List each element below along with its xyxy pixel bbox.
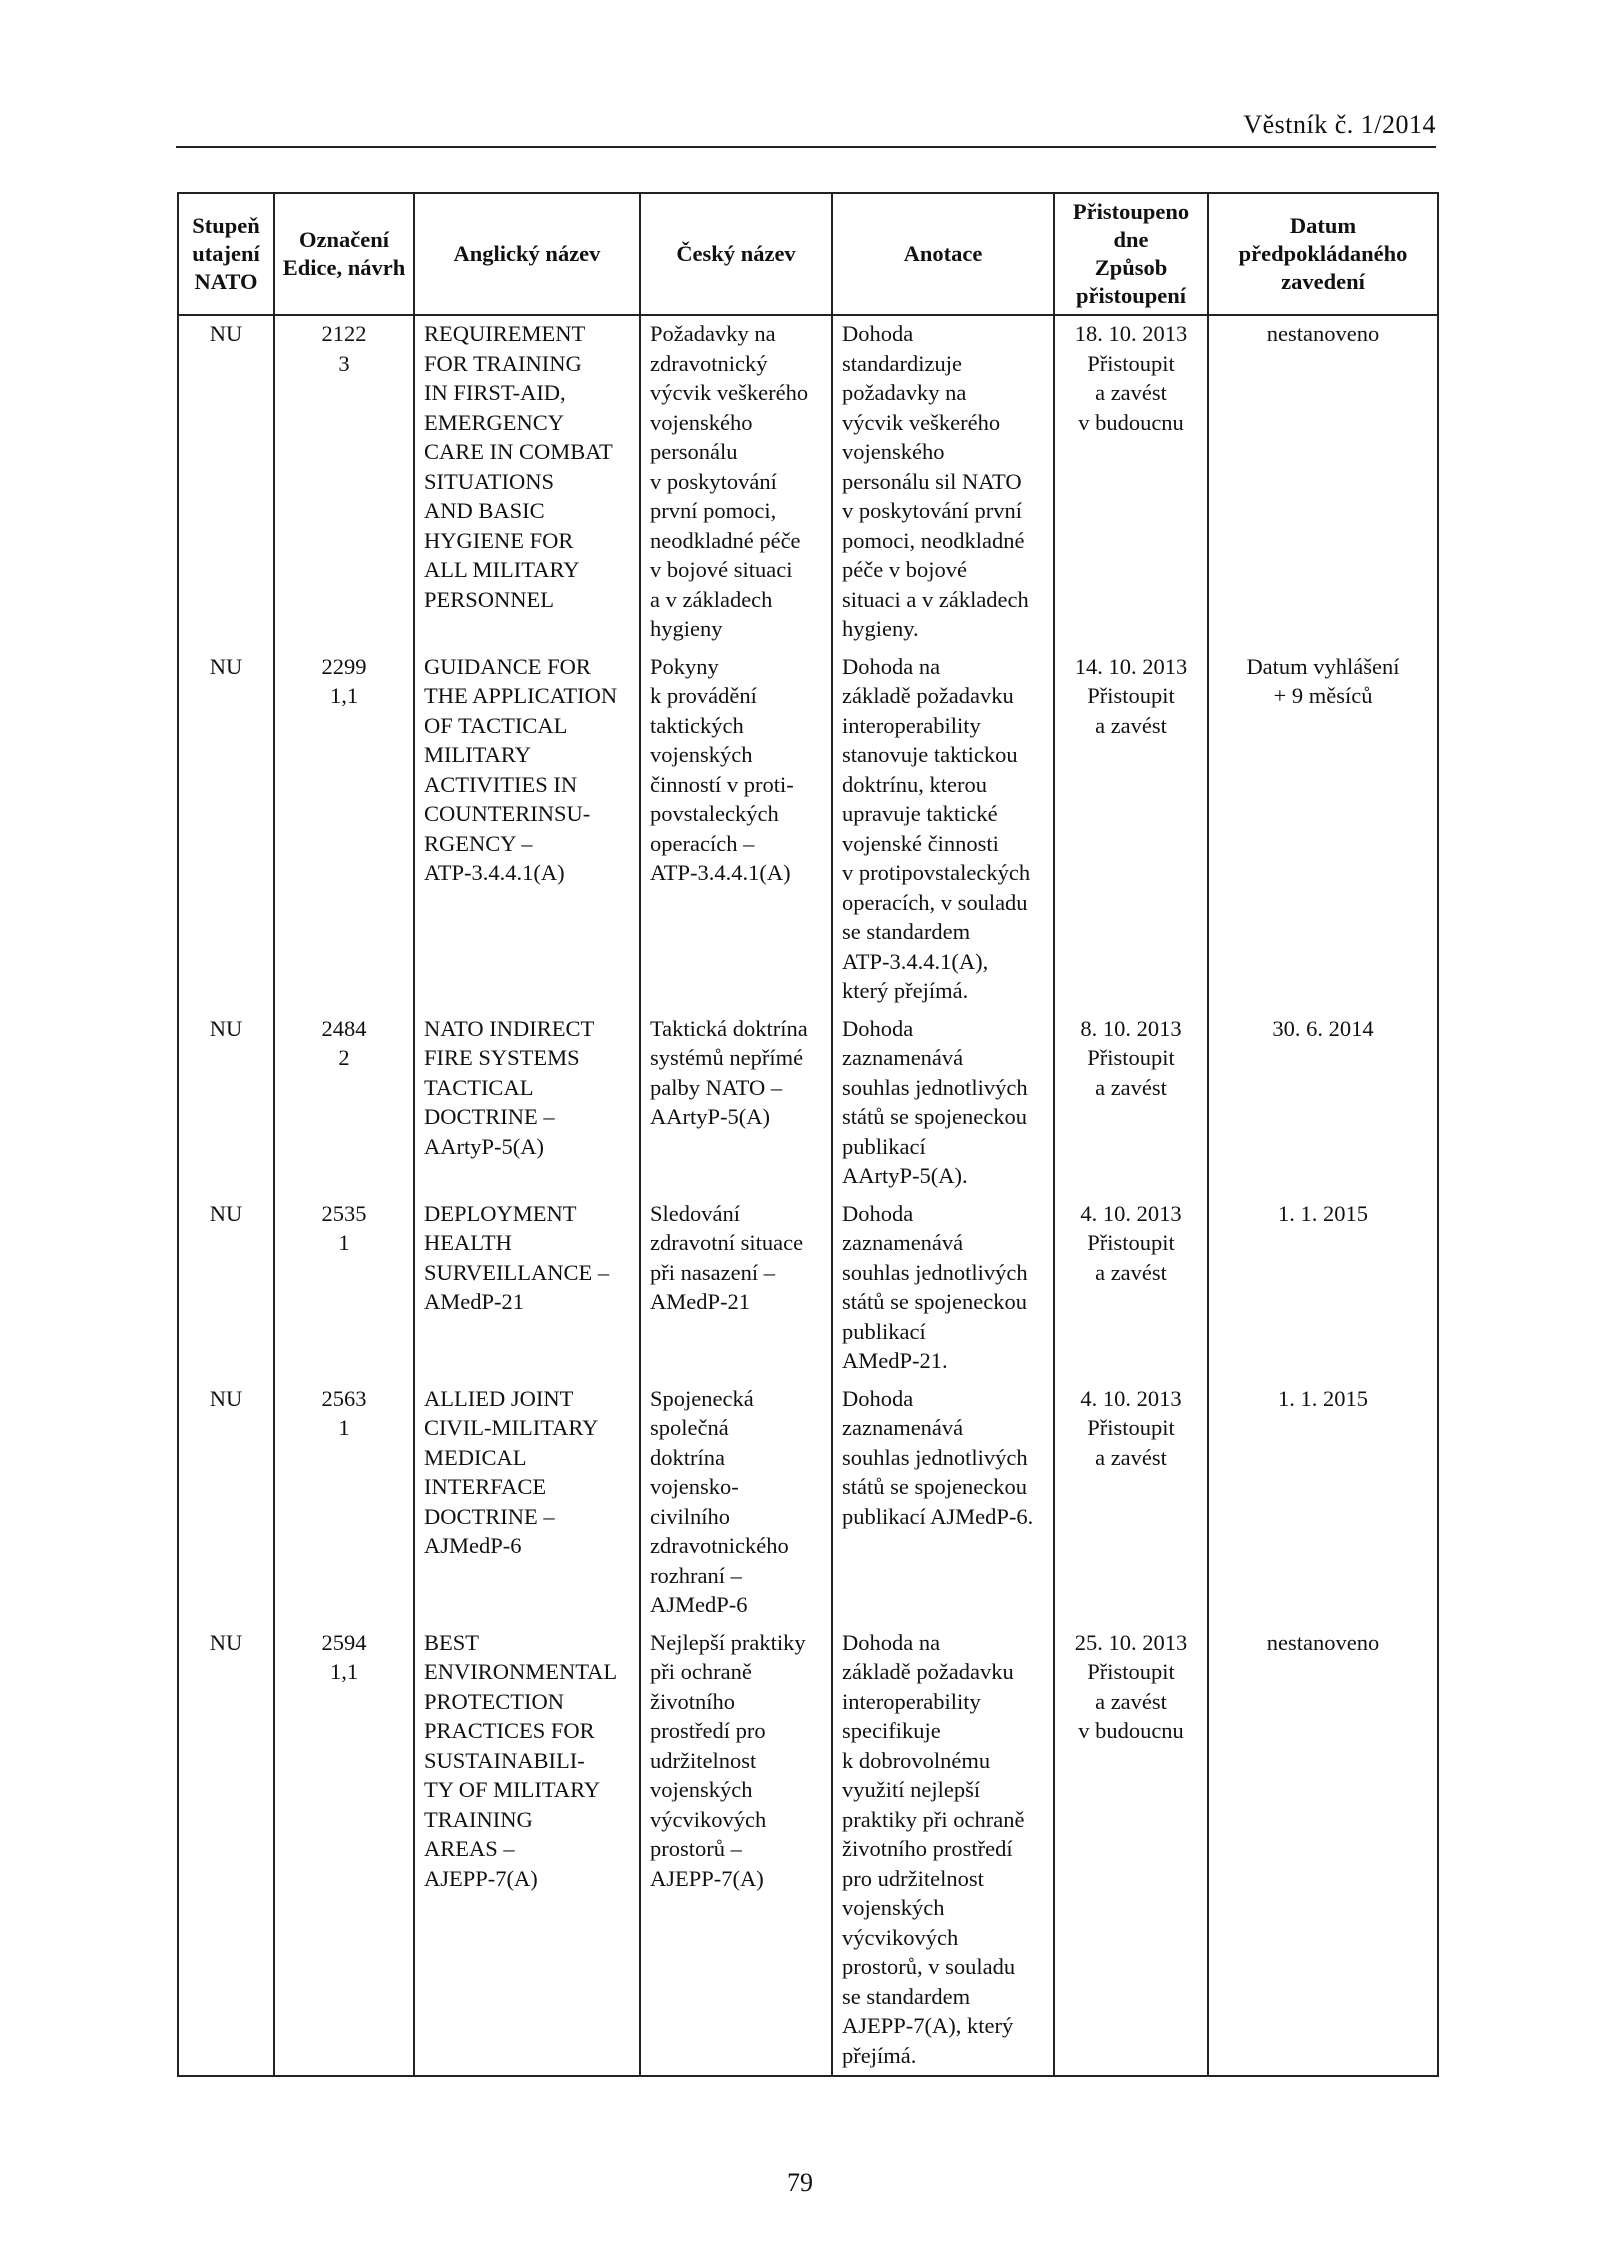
cell-accession: 14. 10. 2013 Přistoupit a zavést xyxy=(1054,649,1208,1011)
cell-accession: 4. 10. 2013 Přistoupit a zavést xyxy=(1054,1196,1208,1381)
cell-classification: NU xyxy=(178,1625,274,2077)
cell-classification: NU xyxy=(178,1196,274,1381)
cell-english-title: NATO INDIRECT FIRE SYSTEMS TACTICAL DOCTRINE – AArtyP-5(A) xyxy=(414,1011,640,1196)
cell-classification: NU xyxy=(178,1011,274,1196)
cell-designation: 2594 1,1 xyxy=(274,1625,414,2077)
table-header-row xyxy=(178,193,1438,315)
table-row xyxy=(178,1625,1438,2077)
cell-czech-title: Sledování zdravotní situace při nasazení – AMedP-21 xyxy=(640,1196,832,1381)
cell-designation: 2299 1,1 xyxy=(274,649,414,1011)
cell-classification: NU xyxy=(178,315,274,649)
cell-designation: 2484 2 xyxy=(274,1011,414,1196)
col-header-accession: Přistoupeno dne Způsob přistoupení xyxy=(1054,193,1208,315)
col-header-implementation-date: Datum předpokládaného zavedení xyxy=(1208,193,1438,315)
cell-implementation-date: 30. 6. 2014 xyxy=(1208,1011,1438,1196)
cell-english-title: ALLIED JOINT CIVIL-MILITARY MEDICAL INTERFACE DOCTRINE – AJMedP-6 xyxy=(414,1381,640,1625)
cell-implementation-date: nestanoveno xyxy=(1208,1625,1438,2077)
cell-czech-title: Spojenecká společná doktrína vojensko- civilního zdravotnického rozhraní – AJMedP-6 xyxy=(640,1381,832,1625)
cell-accession: 8. 10. 2013 Přistoupit a zavést xyxy=(1054,1011,1208,1196)
cell-czech-title: Nejlepší praktiky při ochraně životního prostředí pro udržitelnost vojenských výcvikových prostorů – AJEPP-7(A) xyxy=(640,1625,832,2077)
cell-czech-title: Taktická doktrína systémů nepřímé palby NATO – AArtyP-5(A) xyxy=(640,1011,832,1196)
cell-annotation: Dohoda na základě požadavku interoperability specifikuje k dobrovolnému využití nejlepší praktiky při ochraně životního prostředí pro udržitelnost vojenských výcvikových prostorů, v souladu se standardem AJEPP-7(A), který přejímá. xyxy=(832,1625,1054,2077)
col-header-annotation: Anotace xyxy=(832,193,1054,315)
cell-english-title: REQUIREMENT FOR TRAINING IN FIRST-AID, EMERGENCY CARE IN COMBAT SITUATIONS AND BASIC HYGIENE FOR ALL MILITARY PERSONNEL xyxy=(414,315,640,649)
cell-implementation-date: 1. 1. 2015 xyxy=(1208,1196,1438,1381)
cell-accession: 25. 10. 2013 Přistoupit a zavést v budoucnu xyxy=(1054,1625,1208,2077)
table-row xyxy=(178,315,1438,649)
cell-classification: NU xyxy=(178,649,274,1011)
cell-designation: 2122 3 xyxy=(274,315,414,649)
col-header-english-title: Anglický název xyxy=(414,193,640,315)
col-header-czech-title: Český název xyxy=(640,193,832,315)
cell-accession: 18. 10. 2013 Přistoupit a zavést v budoucnu xyxy=(1054,315,1208,649)
cell-annotation: Dohoda zaznamenává souhlas jednotlivých států se spojeneckou publikací AArtyP-5(A). xyxy=(832,1011,1054,1196)
cell-czech-title: Požadavky na zdravotnický výcvik veškerého vojenského personálu v poskytování první pomoci, neodkladné péče v bojové situaci a v základech hygieny xyxy=(640,315,832,649)
cell-czech-title: Pokyny k provádění taktických vojenských činností v proti- povstaleckých operacích – ATP-3.4.4.1(A) xyxy=(640,649,832,1011)
cell-classification: NU xyxy=(178,1381,274,1625)
cell-designation: 2535 1 xyxy=(274,1196,414,1381)
bulletin-header-title: Věstník č. 1/2014 xyxy=(1243,110,1436,139)
cell-implementation-date: Datum vyhlášení + 9 měsíců xyxy=(1208,649,1438,1011)
table-row xyxy=(178,649,1438,1011)
cell-annotation: Dohoda standardizuje požadavky na výcvik veškerého vojenského personálu sil NATO v poskytování první pomoci, neodkladné péče v bojové situaci a v základech hygieny. xyxy=(832,315,1054,649)
cell-annotation: Dohoda zaznamenává souhlas jednotlivých států se spojeneckou publikací AJMedP-6. xyxy=(832,1381,1054,1625)
table-row xyxy=(178,1196,1438,1381)
cell-implementation-date: nestanoveno xyxy=(1208,315,1438,649)
cell-implementation-date: 1. 1. 2015 xyxy=(1208,1381,1438,1625)
page-number: 79 xyxy=(787,2168,813,2197)
header-divider xyxy=(176,146,1436,148)
col-header-designation: Označení Edice, návrh xyxy=(274,193,414,315)
cell-annotation: Dohoda zaznamenává souhlas jednotlivých států se spojeneckou publikací AMedP-21. xyxy=(832,1196,1054,1381)
table-row xyxy=(178,1381,1438,1625)
standards-table xyxy=(177,192,1439,2077)
cell-accession: 4. 10. 2013 Přistoupit a zavést xyxy=(1054,1381,1208,1625)
cell-english-title: BEST ENVIRONMENTAL PROTECTION PRACTICES FOR SUSTAINABILI- TY OF MILITARY TRAINING AREAS – AJEPP-7(A) xyxy=(414,1625,640,2077)
cell-annotation: Dohoda na základě požadavku interoperability stanovuje taktickou doktrínu, kterou upravuje taktické vojenské činnosti v protipovstaleckých operacích, v souladu se standardem ATP-3.4.4.1(A), který přejímá. xyxy=(832,649,1054,1011)
cell-designation: 2563 1 xyxy=(274,1381,414,1625)
cell-english-title: DEPLOYMENT HEALTH SURVEILLANCE – AMedP-21 xyxy=(414,1196,640,1381)
cell-english-title: GUIDANCE FOR THE APPLICATION OF TACTICAL MILITARY ACTIVITIES IN COUNTERINSU- RGENCY – ATP-3.4.4.1(A) xyxy=(414,649,640,1011)
col-header-classification: Stupeň utajení NATO xyxy=(178,193,274,315)
table-row xyxy=(178,1011,1438,1196)
